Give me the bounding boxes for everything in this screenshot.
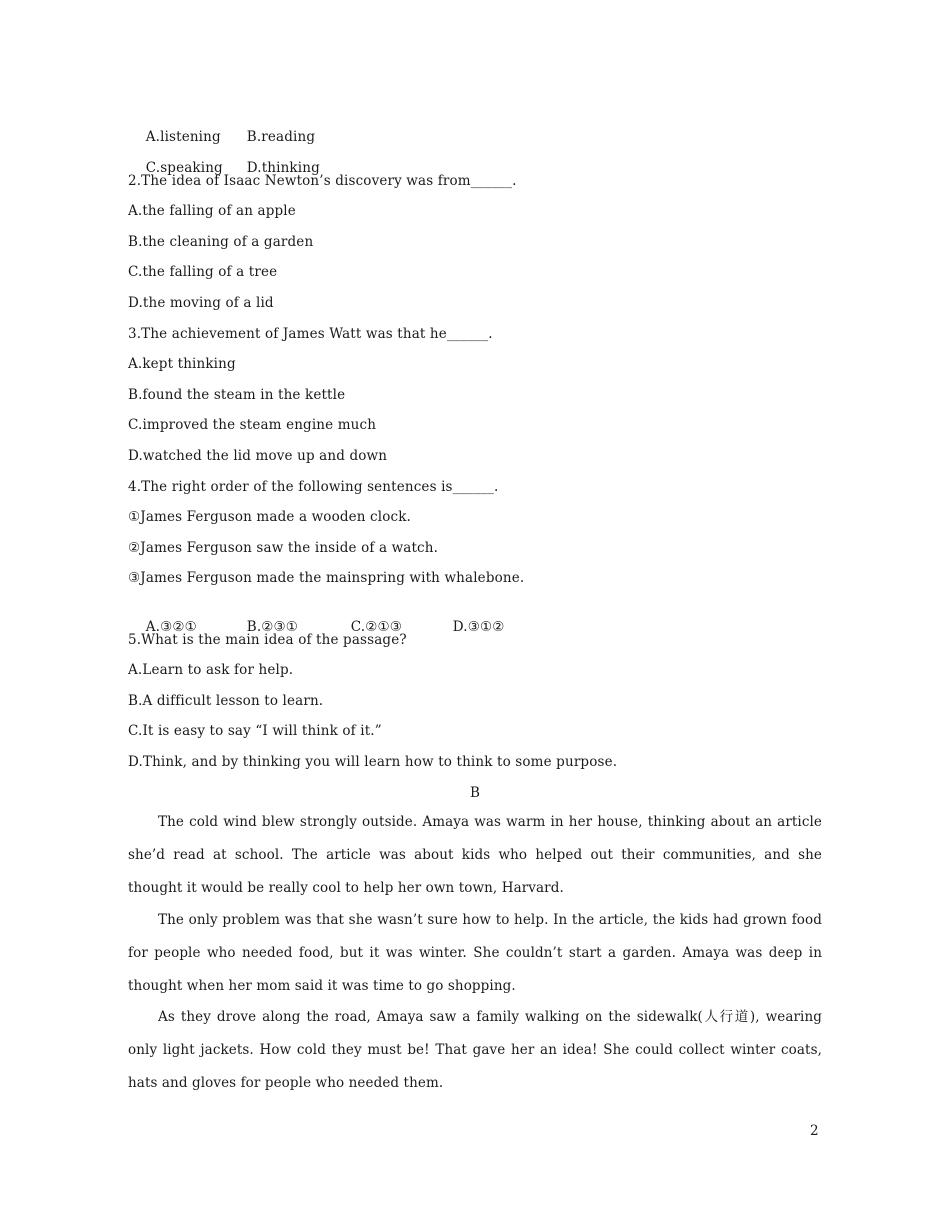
q3-option-c: C.improved the steam engine much (128, 417, 377, 433)
q1-option-d: D.thinking (246, 160, 320, 176)
q5-option-c: C.It is easy to say “I will think of it.” (128, 723, 382, 739)
q3-option-b: B.found the steam in the kettle (128, 387, 346, 403)
q1-option-a: A.listening (145, 129, 221, 145)
section-b-paragraph-3: As they drove along the road, Amaya saw a family walking on the sidewalk(人行道), wearing only light jackets. How cold they must be! That gave her an idea! She could collect winter coats, hats and gloves for people who needed them. (128, 1009, 822, 1091)
q4-sentence-1: ①James Ferguson made a wooden clock. (128, 509, 412, 525)
q4-option-d: D.③①② (452, 619, 505, 635)
q2-option-d: D.the moving of a lid (128, 295, 274, 311)
section-b-paragraph-1: The cold wind blew strongly outside. Amaya was warm in her house, thinking about an article she’d read at school. The article was about kids who helped out their communities, and she thought it would be really cool to help her own town, Harvard. (128, 814, 822, 896)
page-number: 2 (810, 1123, 819, 1139)
q4-sentence-3: ③James Ferguson made the mainspring with whalebone. (128, 570, 525, 586)
q5-option-d: D.Think, and by thinking you will learn how to think to some purpose. (128, 754, 618, 770)
q4-sentence-2: ②James Ferguson saw the inside of a watch. (128, 540, 439, 556)
q5-stem: 5.What is the main idea of the passage? (128, 632, 407, 648)
q3-option-d: D.watched the lid move up and down (128, 448, 388, 464)
q2-option-a: A.the falling of an apple (128, 203, 296, 219)
q5-option-a: A.Learn to ask for help. (128, 662, 294, 678)
q4-option-b: B.②③① (246, 619, 299, 635)
q5-option-b: B.A difficult lesson to learn. (128, 693, 324, 709)
q1-option-c: C.speaking (145, 160, 223, 176)
q4-option-c: C.②①③ (350, 619, 402, 635)
q2-stem: 2.The idea of Isaac Newton’s discovery was from______. (128, 173, 517, 189)
section-b-title: B (470, 785, 480, 801)
q1-option-b: B.reading (246, 129, 316, 145)
q2-option-b: B.the cleaning of a garden (128, 234, 314, 250)
q4-option-a: A.③②① (145, 619, 197, 635)
q4-stem: 4.The right order of the following sentences is______. (128, 479, 499, 495)
q2-option-c: C.the falling of a tree (128, 264, 278, 280)
q3-stem: 3.The achievement of James Watt was that he______. (128, 326, 493, 342)
q3-option-a: A.kept thinking (128, 356, 236, 372)
section-b-paragraph-2: The only problem was that she wasn’t sure how to help. In the article, the kids had grown food for people who needed food, but it was winter. She couldn’t start a garden. Amaya was deep in thought when her mom said it was time to go shopping. (128, 912, 822, 994)
